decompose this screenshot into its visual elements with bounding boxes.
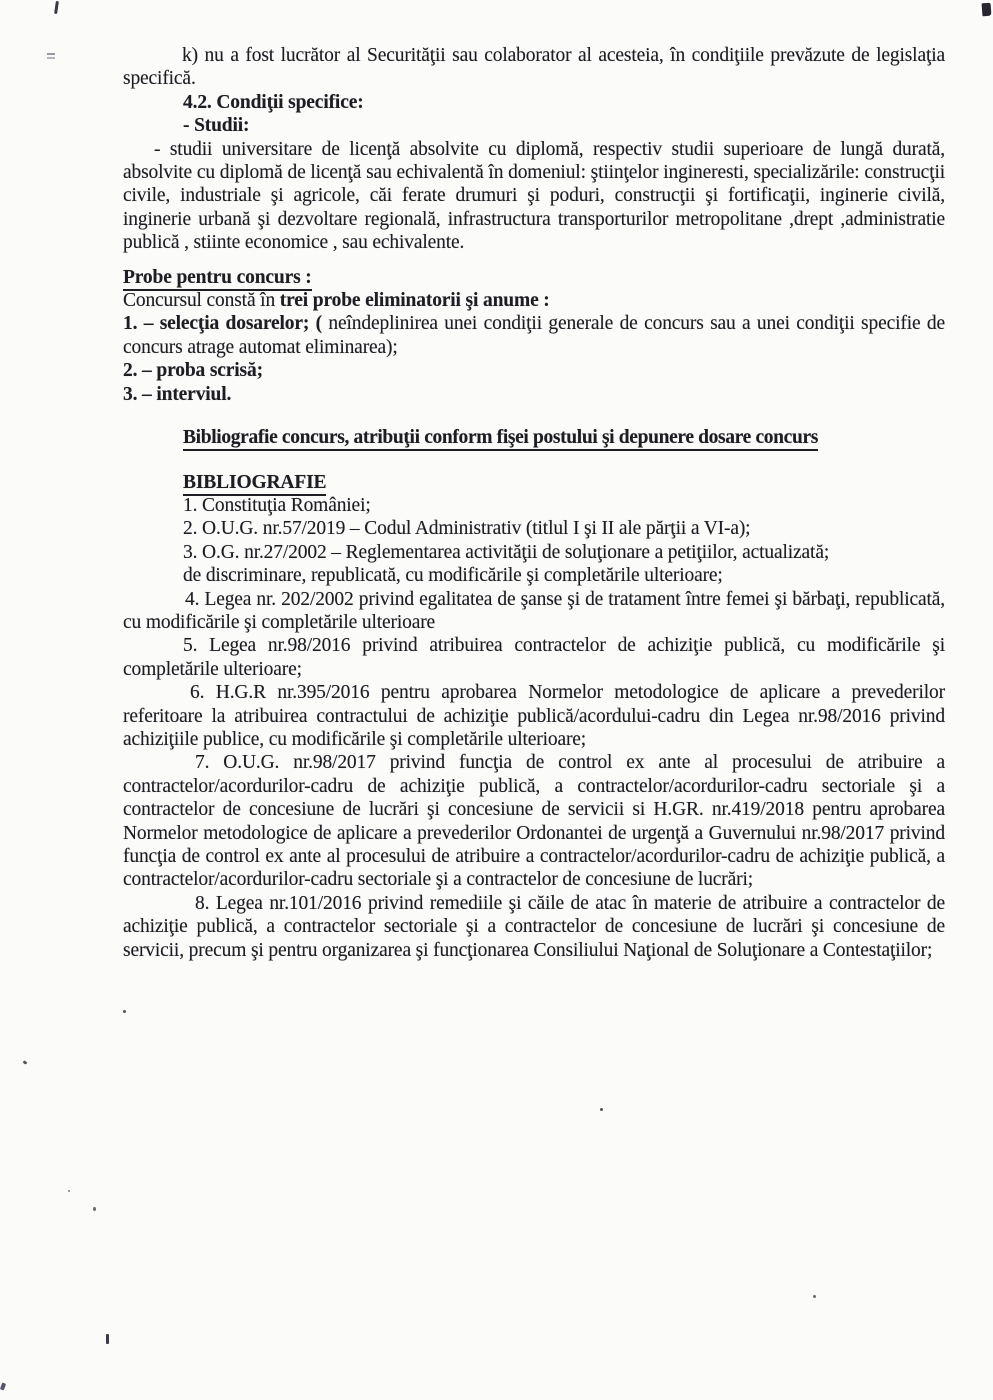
scan-speck <box>68 1190 70 1192</box>
heading-bibliografie-concurs <box>123 426 945 449</box>
biblio-stray-line: de discriminare, republicată, cu modificările şi completările ulterioare; <box>183 565 723 587</box>
heading-studii: - Studii: <box>183 115 250 137</box>
biblio-item-2: 2. O.U.G. nr.57/2019 – Codul Administrativ (titlul I şi II ale părţii a VI-a); <box>183 518 751 540</box>
probe-item-1-note: neîndeplinirea unei condiţii generale de concurs sau a unei condiţii specifie de concurs atrage automat eliminarea); <box>123 313 945 358</box>
scan-artifact-top-left <box>54 1 59 14</box>
probe-item-3: 3. – interviul. <box>123 383 232 405</box>
paragraph-studii: - studii universitare de licenţă absolvite cu diplomă, respectiv studii superioare de lungă durată, absolvite cu diplomă de licenţă sau echivalentă în domeniul: ştiinţelor ingineresti, specializările: construcţii civile, industriale şi agricole, căi ferate drumuri şi poduri, construcţii şi fortificaţii, inginerie civilă, inginerie urbană şi dezvoltare regională, infrastructura transporturilor metropolitane ,drept ,administratie publică , stiinte economice , sau echivalente. <box>123 138 945 254</box>
probe-intro-regular: Concursul constă în <box>123 290 280 312</box>
biblio-item-3: 3. O.G. nr.27/2002 – Reglementarea activităţii de soluţionare a petiţiilor, actualizată; <box>183 541 830 563</box>
scan-speck <box>93 1207 96 1211</box>
scan-artifact-bottom-left <box>0 1383 6 1391</box>
biblio-item-4: 4. Legea nr. 202/2002 privind egalitatea de şanse şi de tratament între femei şi bărbaţi, republicată, cu modificările şi completările ulterioare <box>123 588 945 633</box>
scan-speck <box>813 1295 816 1298</box>
probe-item-1-label: 1. – selecţia dosarelor; ( <box>123 313 329 335</box>
biblio-item-6: 6. H.G.R nr.395/2016 pentru aprobarea Normelor metodologice de aplicare a prevederilor referitoare la atribuirea contractului de achiziţie publică/acordului-cadru din Legea nr.98/2016 privind achiziţiile publice, cu modificările şi completările ulterioare; <box>123 682 945 750</box>
scan-speck <box>123 1010 126 1013</box>
scan-speck <box>600 1108 603 1111</box>
heading-bibliografie-underline: BIBLIOGRAFIE <box>183 472 326 496</box>
heading-bibliografie <box>123 471 945 494</box>
document-body <box>123 44 945 962</box>
scan-speck <box>23 1060 28 1065</box>
probe-item-1 <box>123 312 945 359</box>
scan-artifact-top-right <box>982 3 992 17</box>
biblio-item-7: 7. O.U.G. nr.98/2017 privind funcţia de control ex ante al procesului de atribuire a contractelor/acordurilor-cadru de achiziţie publică, a contractelor/acordurilor-cadru sectoriale şi a contractelor de concesiune de lucrări şi concesiune de servicii si H.GR. nr.419/2018 pentru aprobarea Normelor metodologice de aplicare a prevederilor Ordonantei de urgenţă a Guvernului nr.98/2017 privind funcţia de control ex ante al procesului de atribuire a contractelor/acordurilor-cadru de achiziţie publică, a contractelor/acordurilor-cadru sectoriale şi a contractelor de concesiune de lucrări; <box>123 752 945 891</box>
heading-probe-underline: Probe pentru concurs : <box>123 267 312 291</box>
heading-bibliografie-concurs-underline: Bibliografie concurs, atribuţii conform fişei postului şi depunere dosare concurs <box>183 427 818 451</box>
biblio-item-8: 8. Legea nr.101/2016 privind remediile şi căile de atac în materie de atribuire a contractelor de achiziţie publică, a contractelor sectoriale şi a contractelor de concesiune de lucrări şi concesiune de servicii, precum şi pentru organizarea şi funcţionarea Consiliului Naţional de Soluţionare a Contestaţiilor; <box>123 892 945 961</box>
probe-item-2: 2. – proba scrisă; <box>123 360 263 382</box>
paragraph-k-condition: k) nu a fost lucrător al Securităţii sau colaborator al acesteia, în condiţiile prevăzute de legislaţia specifică. <box>123 45 945 90</box>
probe-intro <box>123 289 945 312</box>
scan-artifact-tick <box>106 1334 109 1344</box>
heading-probe-pentru-concurs <box>123 266 945 289</box>
biblio-item-1: 1. Constituţia României; <box>183 494 371 516</box>
biblio-item-5: 5. Legea nr.98/2016 privind atribuirea contractelor de achiziţie publică, cu modificările şi completările ulterioare; <box>123 635 945 680</box>
heading-conditii-specifice: 4.2. Condiţii specifice: <box>183 91 364 113</box>
probe-intro-bold: trei probe eliminatorii şi anume : <box>279 290 550 312</box>
scan-artifact-equals-mark <box>47 53 55 55</box>
